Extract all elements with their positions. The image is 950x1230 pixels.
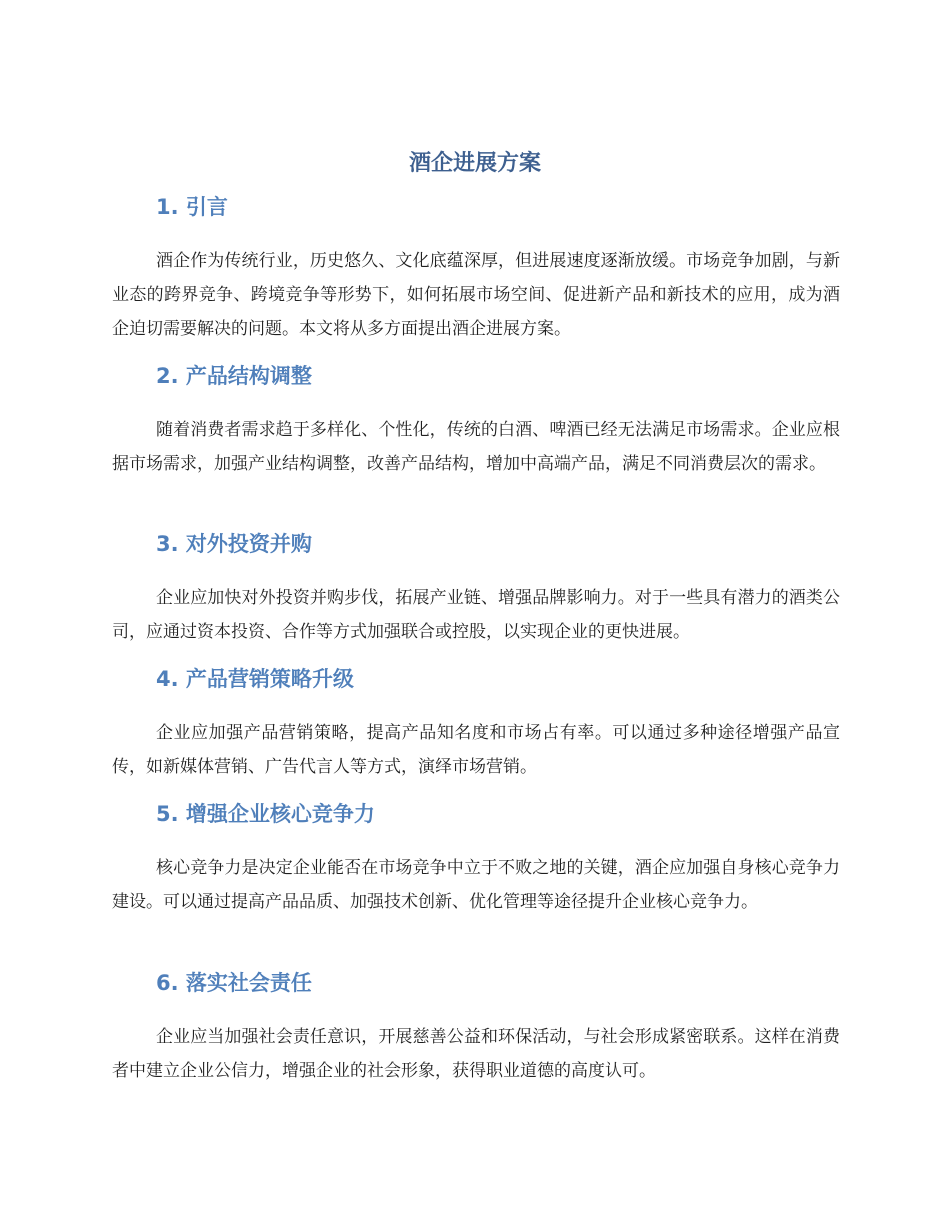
section-marketing-strategy (112, 662, 840, 784)
section-heading: 3. 对外投资并购 (156, 532, 312, 556)
section-paragraph: 核心竞争力是决定企业能否在市场竞争中立于不败之地的关键，酒企应加强自身核心竞争力建设。可以通过提高产品品质、加强技术创新、优化管理等途径提升企业核心竞争力。 (112, 858, 840, 912)
section-product-structure (112, 359, 840, 481)
document-title: 酒企进展方案 (408, 151, 541, 176)
section-heading: 6. 落实社会责任 (156, 971, 312, 995)
section-paragraph: 企业应当加强社会责任意识，开展慈善公益和环保活动，与社会形成紧密联系。这样在消费者中建立企业公信力，增强企业的社会形象，获得职业道德的高度认可。 (112, 1027, 840, 1081)
section-introduction (112, 190, 840, 346)
section-heading: 4. 产品营销策略升级 (156, 667, 354, 691)
section-paragraph: 企业应加快对外投资并购步伐，拓展产业链、增强品牌影响力。对于一些具有潜力的酒类公司，应通过资本投资、合作等方式加强联合或控股，以实现企业的更快进展。 (112, 588, 840, 642)
section-heading: 1. 引言 (156, 195, 228, 219)
section-investment-mergers (112, 527, 840, 649)
section-social-responsibility (112, 966, 840, 1088)
section-paragraph: 随着消费者需求趋于多样化、个性化，传统的白酒、啤酒已经无法满足市场需求。企业应根据市场需求，加强产业结构调整，改善产品结构，增加中高端产品，满足不同消费层次的需求。 (112, 420, 840, 474)
section-paragraph: 酒企作为传统行业，历史悠久、文化底蕴深厚，但进展速度逐渐放缓。市场竞争加剧，与新业态的跨界竞争、跨境竞争等形势下，如何拓展市场空间、促进新产品和新技术的应用，成为酒企迫切需要解决的问题。本文将从多方面提出酒企进展方案。 (112, 251, 840, 339)
section-heading: 2. 产品结构调整 (156, 364, 312, 388)
section-core-competitiveness (112, 797, 840, 919)
section-paragraph: 企业应加强产品营销策略，提高产品知名度和市场占有率。可以通过多种途径增强产品宣传，如新媒体营销、广告代言人等方式，演绎市场营销。 (112, 723, 840, 777)
section-heading: 5. 增强企业核心竞争力 (156, 802, 375, 826)
